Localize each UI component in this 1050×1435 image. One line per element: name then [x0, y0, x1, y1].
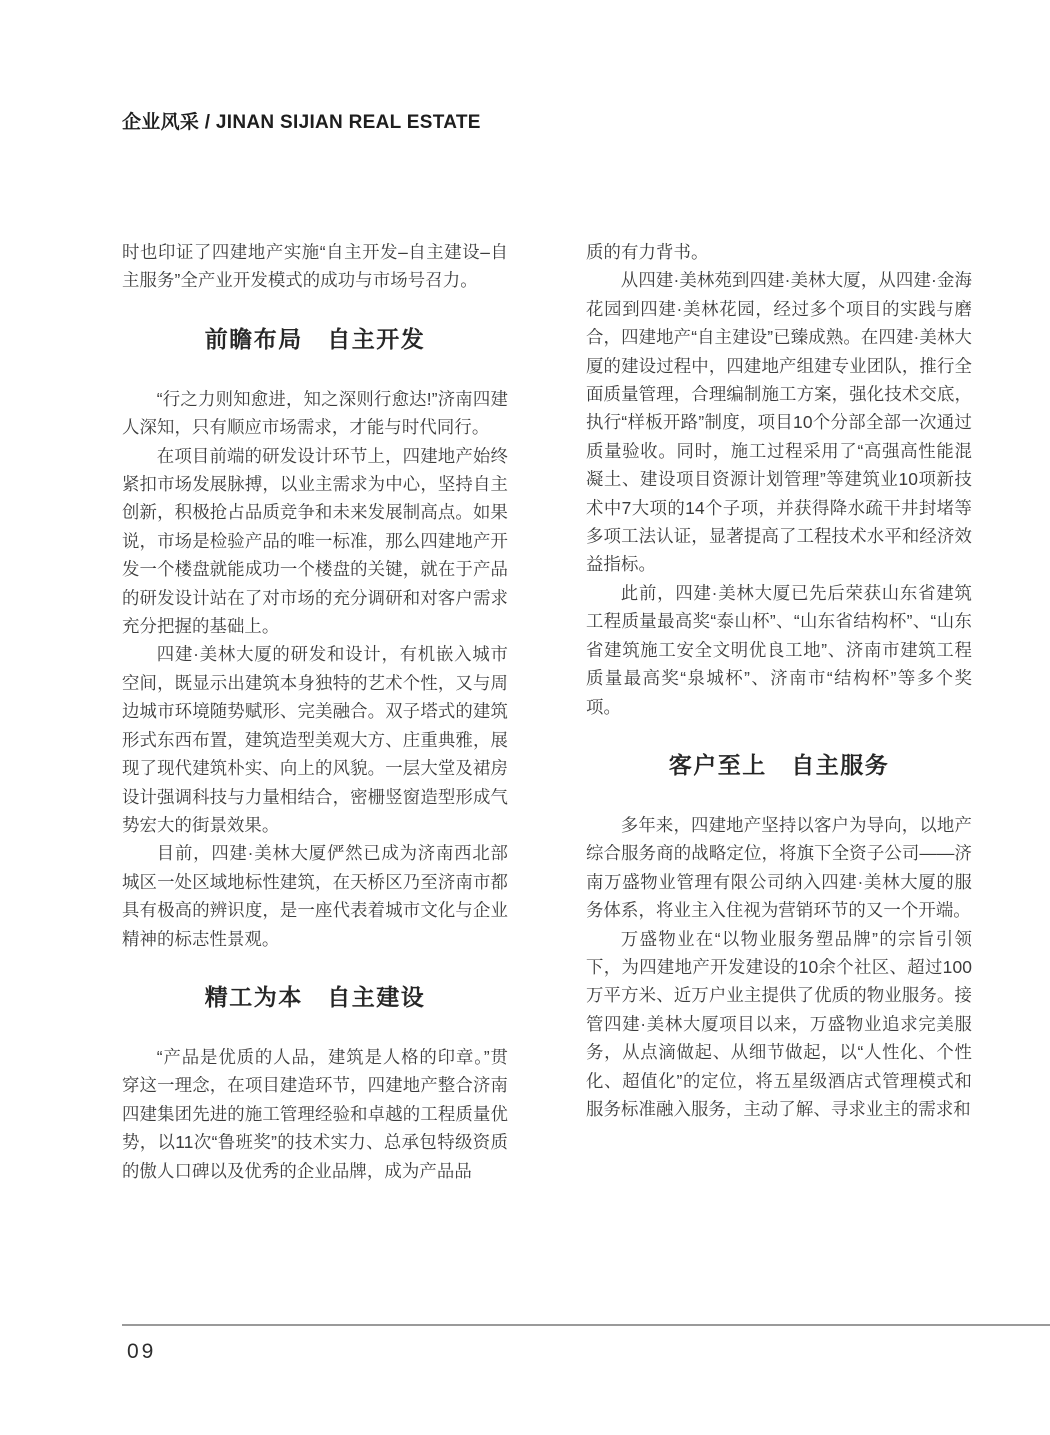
paragraph: 质的有力背书。	[586, 242, 709, 262]
section-heading: 前瞻布局 自主开发	[204, 325, 426, 352]
paragraph: 时也印证了四建地产实施“自主开发–自主建设–自主服务”全产业开发模式的成功与市场号召力。	[122, 242, 508, 291]
section-heading: 精工为本 自主建设	[204, 983, 426, 1010]
section-heading: 客户至上 自主服务	[668, 751, 890, 778]
left-column	[122, 238, 508, 1185]
right-column	[586, 238, 972, 1185]
paragraph: 从四建·美林苑到四建·美林大厦，从四建·金海花园到四建·美林花园，经过多个项目的实践与磨合，四建地产“自主建设”已臻成熟。在四建·美林大厦的建设过程中，四建地产组建专业团队，推行全面质量管理，合理编制施工方案，强化技术交底，执行“样板开路”制度，项目10个分部全部一次通过质量验收。同时，施工过程采用了“高强高性能混凝土、建设项目资源计划管理”等建筑业10项新技术中7大项的14个子项，并获得降水疏干井封堵等多项工法认证，显著提高了工程技术水平和经济效益指标。	[586, 270, 972, 575]
paragraph: 目前，四建·美林大厦俨然已成为济南西北部城区一处区域地标性建筑，在天桥区乃至济南市都具有极高的辨识度，是一座代表着城市文化与企业精神的标志性景观。	[122, 843, 508, 949]
paragraph: “行之力则知愈进，知之深则行愈达!”济南四建人深知，只有顺应市场需求，才能与时代同行。	[122, 388, 508, 438]
paragraph: 在项目前端的研发设计环节上，四建地产始终紧扣市场发展脉搏，以业主需求为中心，坚持自主创新，积极抢占品质竞争和未来发展制高点。如果说，市场是检验产品的唯一标准，那么四建地产开发一个楼盘就能成功一个楼盘的关键，就在于产品的研发设计站在了对市场的充分调研和对客户需求充分把握的基础上。	[122, 445, 508, 637]
article-body	[122, 238, 972, 1185]
paragraph: 此前，四建·美林大厦已先后荣获山东省建筑工程质量最高奖“泰山杯”、“山东省结构杯”、“山东省建筑施工安全文明优良工地”、济南市建筑工程质量最高奖“泉城杯”、济南市“结构杯”等多个奖项。	[586, 582, 972, 717]
page-header-slug: 企业风采 / JINAN SIJIAN REAL ESTATE	[122, 112, 481, 133]
paragraph: 四建·美林大厦的研发和设计，有机嵌入城市空间，既显示出建筑本身独特的艺术个性，又与周边城市环境随势赋形、完美融合。双子塔式的建筑形式东西布置，建筑造型美观大方、庄重典雅，展现了现代建筑朴实、向上的风貌。一层大堂及裙房设计强调科技与力量相结合，密栅竖窗造型形成气势宏大的街景效果。	[122, 644, 508, 835]
footer-divider	[122, 1324, 1050, 1326]
paragraph: “产品是优质的人品，建筑是人格的印章。”贯穿这一理念，在项目建造环节，四建地产整合济南四建集团先进的施工管理经验和卓越的工程质量优势，以11次“鲁班奖”的技术实力、总承包特级资质的傲人口碑以及优秀的企业品牌，成为产品品	[122, 1046, 508, 1181]
paragraph: 多年来，四建地产坚持以客户为导向，以地产综合服务商的战略定位，将旗下全资子公司——济南万盛物业管理有限公司纳入四建·美林大厦的服务体系，将业主入住视为营销环节的又一个开端。	[586, 814, 972, 921]
page-number: 09	[127, 1340, 157, 1363]
paragraph: 万盛物业在“以物业服务塑品牌”的宗旨引领下，为四建地产开发建设的10余个社区、超过100万平方米、近万户业主提供了优质的物业服务。接管四建·美林大厦项目以来，万盛物业追求完美服务，从点滴做起、从细节做起，以“人性化、个性化、超值化”的定位，将五星级酒店式管理模式和服务标准融入服务，主动了解、寻求业主的需求和	[586, 928, 972, 1119]
